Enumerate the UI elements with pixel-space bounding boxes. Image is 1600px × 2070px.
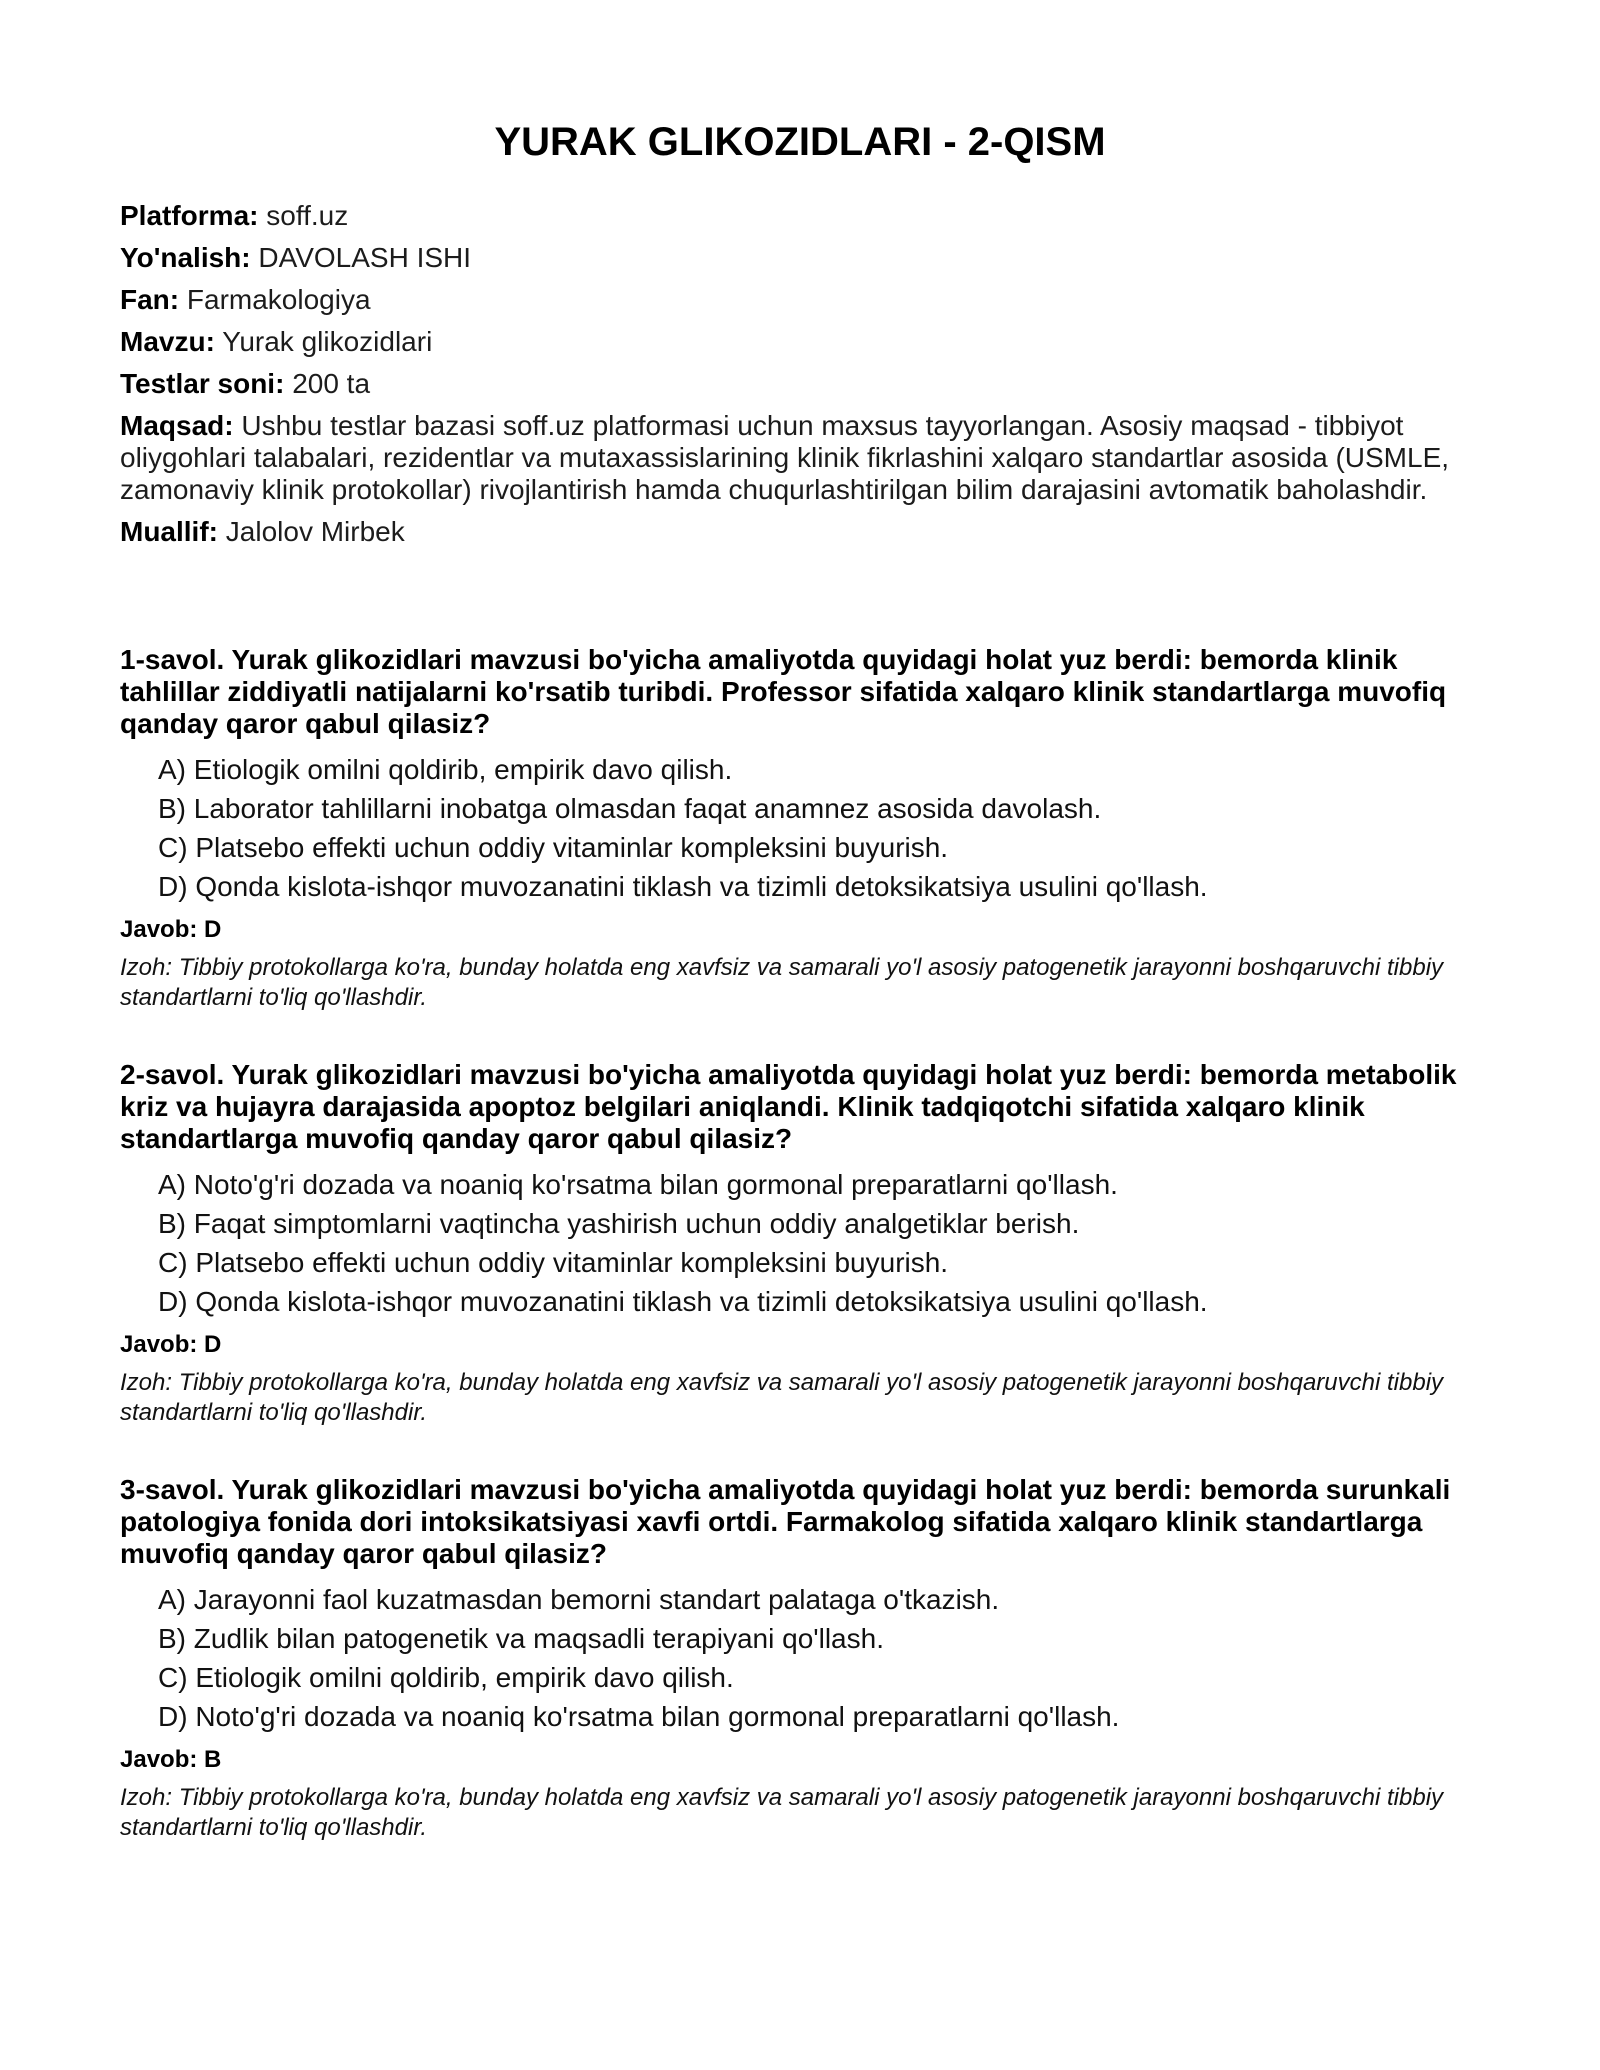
option-b: B) Zudlik bilan patogenetik va maqsadli terapiyani qo'llash. xyxy=(158,1623,884,1654)
answer-options xyxy=(120,1584,1480,1733)
option-d: D) Noto'g'ri dozada va noaniq ko'rsatma bilan gormonal preparatlarni qo'llash. xyxy=(158,1701,1120,1732)
meta-purpose xyxy=(120,410,1480,506)
meta-topic xyxy=(120,326,1480,358)
meta-author-label: Muallif: xyxy=(120,516,218,547)
meta-platform xyxy=(120,200,1480,232)
option-d: D) Qonda kislota-ishqor muvozanatini tiklash va tizimli detoksikatsiya usulini qo'llash. xyxy=(158,871,1208,902)
section-spacer xyxy=(120,558,1480,644)
explanation-note: Izoh: Tibbiy protokollarga ko'ra, bunday holatda eng xavfsiz va samarali yo'l asosiy patogenetik jarayonni boshqaruvchi tibbiy standartlarni to'liq qo'llashdir. xyxy=(120,1369,1444,1426)
option-b: B) Laborator tahlillarni inobatga olmasdan faqat anamnez asosida davolash. xyxy=(158,793,1102,824)
meta-test-count xyxy=(120,368,1480,400)
answer-key: Javob: B xyxy=(120,1746,222,1773)
document-title: YURAK GLIKOZIDLARI - 2-QISM xyxy=(494,120,1106,164)
meta-subject xyxy=(120,284,1480,316)
meta-topic-label: Mavzu: xyxy=(120,326,215,357)
question-1 xyxy=(120,644,1480,1013)
meta-subject-label: Fan: xyxy=(120,284,180,315)
meta-direction xyxy=(120,242,1480,274)
question-3 xyxy=(120,1474,1480,1843)
metadata-block xyxy=(120,200,1480,548)
meta-platform-label: Platforma: xyxy=(120,200,259,231)
meta-author xyxy=(120,516,1480,548)
option-a: A) Noto'g'ri dozada va noaniq ko'rsatma bilan gormonal preparatlarni qo'llash. xyxy=(158,1169,1118,1200)
question-text: 2-savol. Yurak glikozidlari mavzusi bo'yicha amaliyotda quyidagi holat yuz berdi: bemorda metabolik kriz va hujayra darajasida apoptoz belgilari aniqlandi. Klinik tadqiqotchi sifatida xalqaro klinik standartlarga muvofiq qanday qaror qabul qilasiz? xyxy=(120,1059,1457,1154)
meta-test-count-label: Testlar soni: xyxy=(120,368,285,399)
option-b: B) Faqat simptomlarni vaqtincha yashirish uchun oddiy analgetiklar berish. xyxy=(158,1208,1080,1239)
answer-key: Javob: D xyxy=(120,916,222,943)
meta-platform-value: soff.uz xyxy=(266,200,349,231)
answer-options xyxy=(120,1169,1480,1318)
explanation-note: Izoh: Tibbiy protokollarga ko'ra, bunday holatda eng xavfsiz va samarali yo'l asosiy patogenetik jarayonni boshqaruvchi tibbiy standartlarni to'liq qo'llashdir. xyxy=(120,954,1444,1011)
meta-purpose-value: Ushbu testlar bazasi soff.uz platformasi uchun maxsus tayyorlangan. Asosiy maqsad - tibbiyot oliygohlari talabalari, rezidentlar va mutaxassislarining klinik fikrlashini xalqaro standartlar asosida (USMLE, zamonaviy klinik protokollar) rivojlantirish hamda chuqurlashtirilgan bilim darajasini avtomatik baholashdir. xyxy=(120,410,1450,505)
meta-purpose-label: Maqsad: xyxy=(120,410,234,441)
meta-test-count-value: 200 ta xyxy=(292,368,371,399)
answer-options xyxy=(120,754,1480,903)
option-a: A) Jarayonni faol kuzatmasdan bemorni standart palataga o'tkazish. xyxy=(158,1584,1000,1615)
question-2 xyxy=(120,1059,1480,1428)
answer-key: Javob: D xyxy=(120,1331,222,1358)
option-a: A) Etiologik omilni qoldirib, empirik davo qilish. xyxy=(158,754,733,785)
question-text: 1-savol. Yurak glikozidlari mavzusi bo'yicha amaliyotda quyidagi holat yuz berdi: bemorda klinik tahlillar ziddiyatli natijalarni ko'rsatib turibdi. Professor sifatida xalqaro klinik standartlarga muvofiq qanday qaror qabul qilasiz? xyxy=(120,644,1447,739)
option-d: D) Qonda kislota-ishqor muvozanatini tiklash va tizimli detoksikatsiya usulini qo'llash. xyxy=(158,1286,1208,1317)
option-c: C) Platsebo effekti uchun oddiy vitaminlar kompleksini buyurish. xyxy=(158,832,949,863)
meta-subject-value: Farmakologiya xyxy=(186,284,371,315)
document-page xyxy=(120,118,1480,1889)
meta-author-value: Jalolov Mirbek xyxy=(225,516,405,547)
option-c: C) Etiologik omilni qoldirib, empirik davo qilish. xyxy=(158,1662,734,1693)
meta-direction-label: Yo'nalish: xyxy=(120,242,251,273)
meta-direction-value: DAVOLASH ISHI xyxy=(258,242,472,273)
option-c: C) Platsebo effekti uchun oddiy vitaminlar kompleksini buyurish. xyxy=(158,1247,949,1278)
meta-topic-value: Yurak glikozidlari xyxy=(222,326,433,357)
question-text: 3-savol. Yurak glikozidlari mavzusi bo'yicha amaliyotda quyidagi holat yuz berdi: bemorda surunkali patologiya fonida dori intoksikatsiyasi xavfi ortdi. Farmakolog sifatida xalqaro klinik standartlarga muvofiq qanday qaror qabul qilasiz? xyxy=(120,1474,1451,1569)
explanation-note: Izoh: Tibbiy protokollarga ko'ra, bunday holatda eng xavfsiz va samarali yo'l asosiy patogenetik jarayonni boshqaruvchi tibbiy standartlarni to'liq qo'llashdir. xyxy=(120,1784,1444,1841)
